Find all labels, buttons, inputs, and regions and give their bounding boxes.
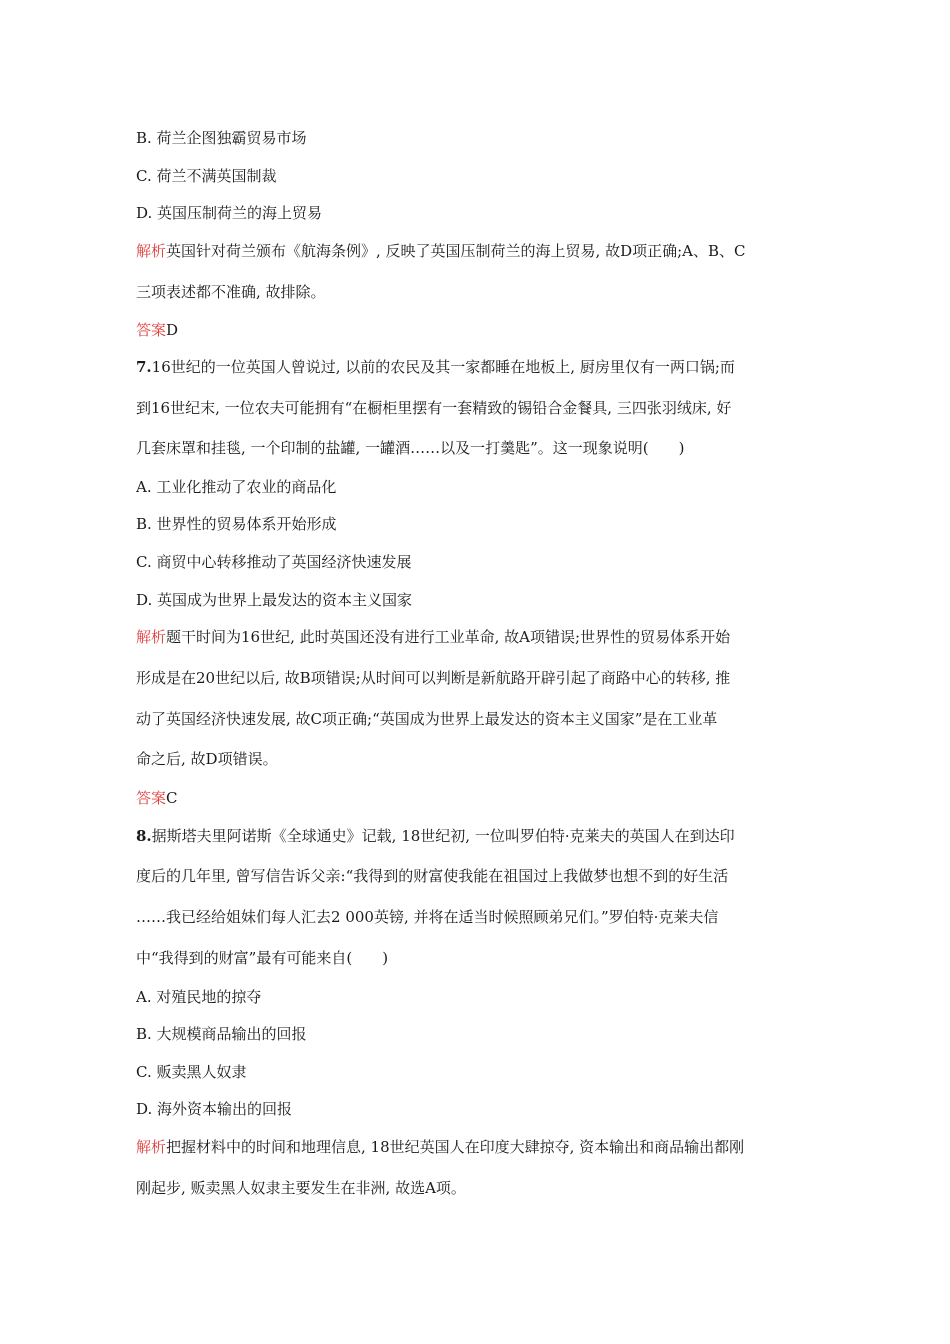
q8-analysis-label: 解析 — [136, 1138, 167, 1156]
q7-analysis-line-4: 命之后, 故D项错误。 — [136, 750, 278, 768]
q8-option-b: B. 大规模商品输出的回报 — [136, 1025, 307, 1043]
q6-answer — [136, 320, 816, 340]
q7-stem-line-1 — [136, 357, 816, 377]
q7-option-a: A. 工业化推动了农业的商品化 — [136, 478, 337, 496]
q7-option-c: C. 商贸中心转移推动了英国经济快速发展 — [136, 553, 412, 571]
q8-analysis-line-2: 刚起步, 贩卖黑人奴隶主要发生在非洲, 故选A项。 — [136, 1179, 466, 1197]
q7-answer-label: 答案 — [136, 789, 167, 807]
q8-stem-line-2: 度后的几年里, 曾写信告诉父亲:“我得到的财富使我能在祖国过上我做梦也想不到的好生活 — [136, 867, 729, 885]
q6-answer-value: D — [166, 321, 179, 339]
q8-option-d: D. 海外资本输出的回报 — [136, 1100, 293, 1118]
q6-analysis-label: 解析 — [136, 242, 167, 260]
q7-stem-text-1: 16世纪的一位英国人曾说过, 以前的农民及其一家都睡在地板上, 厨房里仅有一两口锅;而 — [151, 358, 735, 376]
q6-option-b: B. 荷兰企图独霸贸易市场 — [136, 129, 307, 147]
q6-analysis-line-1 — [136, 241, 816, 261]
q7-option-d: D. 英国成为世界上最发达的资本主义国家 — [136, 591, 413, 609]
q8-number: 8. — [136, 827, 152, 845]
q6-option-c: C. 荷兰不满英国制裁 — [136, 167, 277, 185]
q8-stem-line-3: ……我已经给姐妹们每人汇去2 000英镑, 并将在适当时候照顾弟兄们。”罗伯特·克莱夫信 — [136, 908, 719, 926]
q8-stem-line-4: 中“我得到的财富”最有可能来自( ) — [136, 949, 389, 967]
q8-option-a: A. 对殖民地的掠夺 — [136, 988, 262, 1006]
q8-stem-text-1: 据斯塔夫里阿诺斯《全球通史》记载, 18世纪初, 一位叫罗伯特·克莱夫的英国人在到达印 — [151, 827, 735, 845]
q8-analysis-line-1 — [136, 1137, 816, 1157]
q7-analysis-line-1 — [136, 627, 816, 647]
q7-option-b: B. 世界性的贸易体系开始形成 — [136, 515, 337, 533]
q7-stem-line-3: 几套床罩和挂毯, 一个印制的盐罐, 一罐酒……以及一打羹匙”。这一现象说明( ) — [136, 439, 685, 457]
q7-analysis-text-1: 题干时间为16世纪, 此时英国还没有进行工业革命, 故A项错误;世界性的贸易体系开始 — [166, 628, 731, 646]
q6-answer-label: 答案 — [136, 321, 167, 339]
q7-analysis-label: 解析 — [136, 628, 167, 646]
q8-option-c: C. 贩卖黑人奴隶 — [136, 1063, 247, 1081]
q8-analysis-text-1: 把握材料中的时间和地理信息, 18世纪英国人在印度大肆掠夺, 资本输出和商品输出都刚 — [166, 1138, 745, 1156]
q7-answer-value: C — [166, 789, 178, 807]
q7-analysis-line-3: 动了英国经济快速发展, 故C项正确;“英国成为世界上最发达的资本主义国家”是在工业革 — [136, 710, 718, 728]
q8-stem-line-1 — [136, 826, 816, 846]
q7-answer — [136, 788, 816, 808]
q6-option-d: D. 英国压制荷兰的海上贸易 — [136, 204, 323, 222]
q7-stem-line-2: 到16世纪末, 一位农夫可能拥有“在橱柜里摆有一套精致的锡铅合金餐具, 三四张羽绒床, 好 — [136, 399, 732, 417]
q7-analysis-line-2: 形成是在20世纪以后, 故B项错误;从时间可以判断是新航路开辟引起了商路中心的转移, 推 — [136, 669, 731, 687]
q6-analysis-line-2: 三项表述都不准确, 故排除。 — [136, 283, 326, 301]
q6-analysis-text-1: 英国针对荷兰颁布《航海条例》, 反映了英国压制荷兰的海上贸易, 故D项正确;A、B、C — [166, 242, 746, 260]
q7-number: 7. — [136, 358, 152, 376]
